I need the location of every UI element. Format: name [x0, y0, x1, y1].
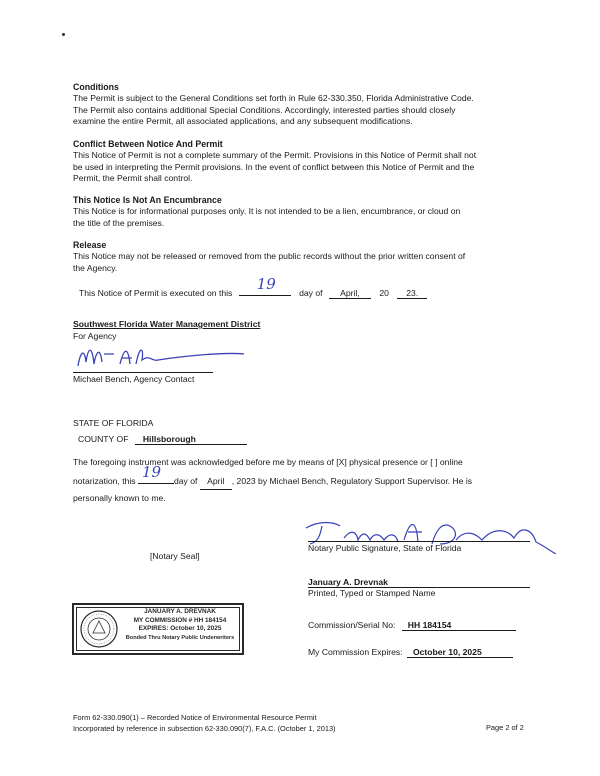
section-heading: Conflict Between Notice And Permit: [73, 139, 223, 149]
notary-stamp: [72, 603, 244, 655]
section-line: Permit, the Permit shall control.: [73, 173, 193, 184]
execution-line: [79, 275, 499, 299]
section-encumbrance: [73, 195, 543, 229]
stamp-expires: EXPIRES: October 10, 2025: [138, 625, 222, 632]
ack-month: April: [200, 473, 232, 491]
section-release: [73, 240, 543, 274]
ack-text: notarization, this: [73, 475, 136, 486]
county-value: Hillsborough: [135, 434, 247, 445]
execution-year-prefix: 20: [379, 288, 389, 298]
execution-prefix: This Notice of Permit is executed on this: [79, 288, 233, 298]
ack-line: The foregoing instrument was acknowledged before me by means of [X] physical presence or [ ] online: [73, 457, 463, 467]
notary-acknowledgement: [73, 454, 543, 507]
section-line: be used in interpreting the Permit provisions. In the event of conflict between this Notice of Permit and the: [73, 161, 475, 172]
footer: [73, 712, 336, 734]
execution-month: April,: [329, 288, 371, 299]
stamp-bonded: Bonded Thru Notary Public Underwriters: [125, 634, 235, 641]
expires-line: [308, 647, 513, 658]
notary-signature-caption: Notary Public Signature, State of Florida: [308, 541, 530, 553]
page-number: Page 2 of 2: [486, 723, 524, 732]
execution-day-of: day of: [299, 288, 323, 298]
commission-number: HH 184154: [402, 620, 516, 631]
notary-county-line: [78, 434, 247, 445]
ack-line: personally known to me.: [73, 493, 166, 503]
execution-day-handwritten: 19: [256, 275, 276, 293]
section-line: This Notice is for informational purposes only. It is not intended to be a lien, encumbrance, or cloud on: [73, 206, 461, 217]
ack-text: , 2023 by Michael Bench, Regulatory Support Supervisor. He is: [231, 475, 473, 486]
section-heading: Release: [73, 240, 107, 250]
footer-reference: Incorporated by reference in subsection 62-330.090(7), F.A.C. (October 1, 2013): [73, 724, 336, 733]
expires-label: My Commission Expires:: [308, 647, 403, 657]
section-line: This Notice of Permit is not a complete summary of the Permit. Provisions in this Notice of Permit shall not: [73, 150, 477, 161]
ack-day-handwritten: 19: [141, 462, 162, 481]
section-conflict: [73, 139, 543, 185]
agency-signer: Michael Bench, Agency Contact: [73, 372, 213, 384]
section-line: examine the entire Permit, all associated applications, and any subsequent modifications.: [73, 116, 413, 127]
commission-line: [308, 620, 516, 631]
notary-seal-icon: [79, 609, 119, 649]
section-line: This Notice may not be released or removed from the public records without the prior written consent of: [73, 251, 466, 262]
expires-date: October 10, 2025: [407, 647, 513, 658]
county-label: COUNTY OF: [78, 434, 129, 444]
ack-day-field: [138, 462, 174, 484]
section-line: the title of the premises.: [73, 217, 165, 228]
notary-printed-name: January A. Drevnak: [308, 577, 530, 588]
commission-label: Commission/Serial No:: [308, 620, 396, 630]
section-line: the Agency.: [73, 262, 118, 273]
notary-printed-caption: Printed, Typed or Stamped Name: [308, 588, 436, 598]
section-conditions: [73, 82, 543, 128]
notary-seal-label: [Notary Seal]: [150, 551, 200, 561]
section-heading: Conditions: [73, 82, 119, 92]
stamp-name: JANUARY A. DREVNAK: [144, 608, 216, 615]
agency-name: Southwest Florida Water Management District: [73, 319, 261, 329]
execution-year-suffix: 23.: [397, 288, 427, 299]
for-agency-label: For Agency: [73, 331, 117, 341]
stray-mark: [62, 33, 65, 36]
stamp-commission: MY COMMISSION # HH 184154: [133, 616, 227, 624]
agency-signature: [74, 340, 249, 372]
notary-state: STATE OF FLORIDA: [73, 418, 154, 428]
execution-day-field: [239, 275, 291, 296]
section-line: The Permit also contains additional Special Conditions. Accordingly, interested parties should closely: [73, 104, 456, 115]
section-heading: This Notice Is Not An Encumbrance: [73, 195, 222, 205]
footer-form: Form 62-330.090(1) – Recorded Notice of Environmental Resource Permit: [73, 713, 317, 722]
ack-text: day of: [173, 475, 198, 486]
section-line: The Permit is subject to the General Conditions set forth in Rule 62-330.350, Florida Administrative Code.: [73, 93, 474, 104]
